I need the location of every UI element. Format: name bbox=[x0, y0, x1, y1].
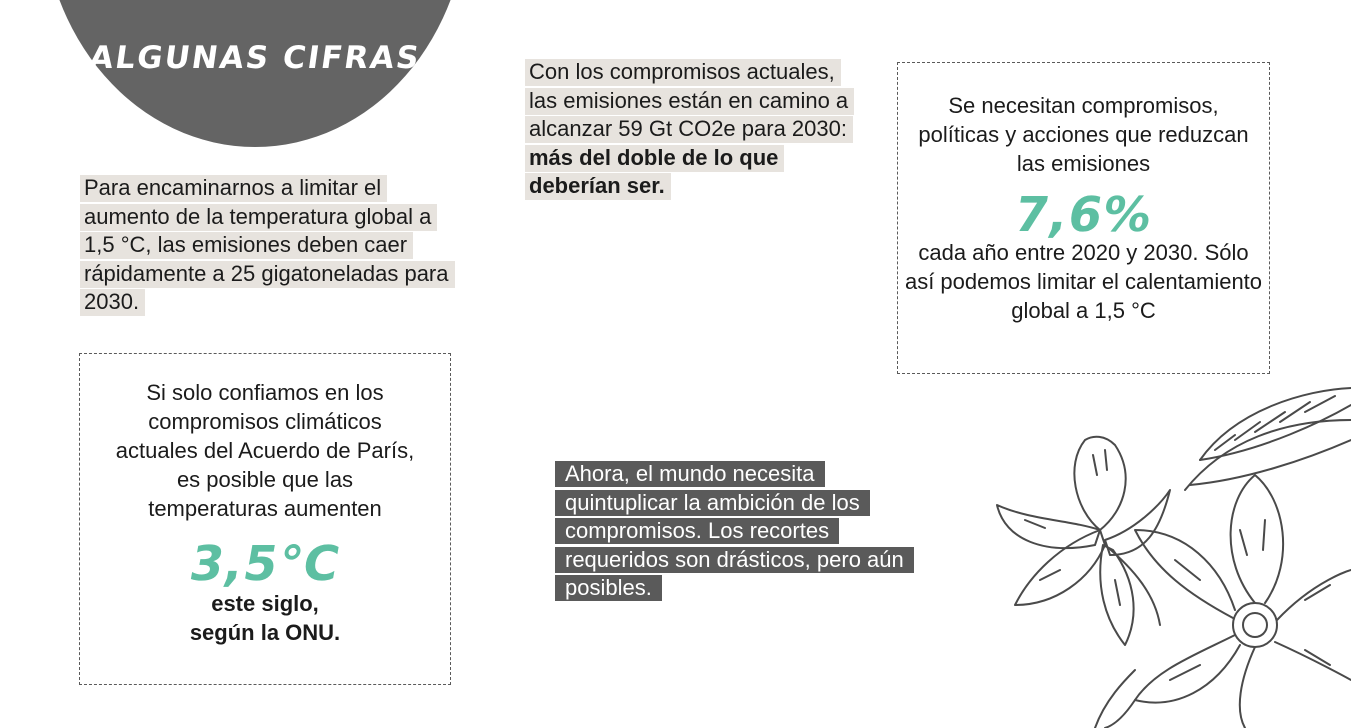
current-commitments-label: Con los compromisos actuales, las emisiones están en camino a alcanzar 59 Gt CO2e para 2030: bbox=[529, 59, 849, 142]
temperature-figure: 3,5°C bbox=[185, 536, 345, 592]
reduction-box-text: Se necesitan compromisos, políticas y acciones que reduzcan las emisiones bbox=[918, 93, 1249, 176]
temperature-bold-line1: este siglo, bbox=[211, 591, 319, 616]
temperature-bold-line2: según la ONU. bbox=[189, 620, 341, 645]
current-commitments-text bbox=[525, 58, 855, 201]
flower-illustration bbox=[985, 380, 1351, 728]
ambition-text bbox=[555, 460, 915, 603]
emissions-target-label: Para encaminarnos a limitar el aumento de la temperatura global a 1,5 °C, las emisiones deben caer rápidamente a 25 gigatoneladas para 2030. bbox=[80, 175, 455, 316]
emissions-target-text bbox=[80, 174, 460, 317]
current-commitments-bold: más del doble de lo que deberían ser. bbox=[529, 144, 779, 199]
temperature-box bbox=[79, 353, 451, 685]
page-title: ALGUNAS CIFRAS bbox=[86, 40, 424, 76]
reduction-box-text-after: cada año entre 2020 y 2030. Sólo así podemos limitar el calentamiento global a 1,5 °C bbox=[904, 240, 1263, 323]
reduction-figure: 7,6% bbox=[1010, 187, 1157, 243]
reduction-box bbox=[897, 62, 1270, 374]
temperature-box-text: Si solo confiamos en los compromisos climáticos actuales del Acuerdo de París, es posible que las temperaturas aumenten bbox=[115, 380, 415, 521]
ambition-label: Ahora, el mundo necesita quintuplicar la ambición de los compromisos. Los recortes requeridos son drásticos, pero aún posibles. bbox=[555, 461, 914, 601]
